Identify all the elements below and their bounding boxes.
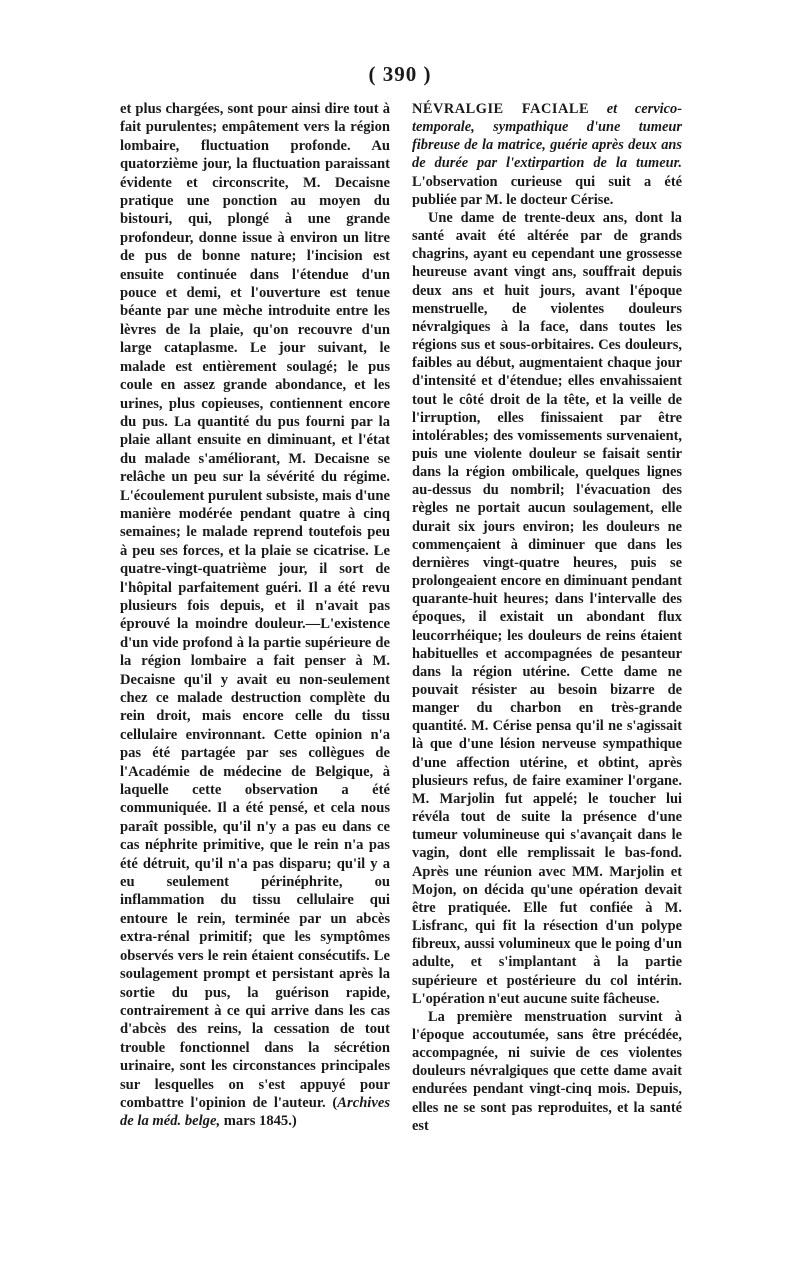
article-intro bbox=[412, 100, 682, 209]
paragraph bbox=[120, 100, 390, 1131]
page-number: ( 390 ) bbox=[368, 62, 432, 86]
left-column bbox=[120, 100, 390, 1131]
paragraph: La première menstruation survint à l'époque accoutumée, sans être précédée, accompagnée, ni suivie de ces violentes douleurs névralgiques que cette dame avait endurées pendant vingt-cinq mois. Depuis, elles ne se sont pas reproduites, et la santé est bbox=[412, 1008, 682, 1134]
source-citation: Archives de la méd. belge, bbox=[120, 1094, 390, 1130]
article-subtitle: et cervico-temporale, sympathique d'une tumeur fibreuse de la matrice, guérie après deux ans de durée par l'extirpartion de la tumeur. bbox=[412, 101, 682, 172]
paragraph-text: et plus chargées, sont pour ainsi dire tout à fait purulentes; empâtement vers la région lombaire, fluctuation profonde. Au quatorzième jour, la fluctuation paraissant évidente et circonscrite, M. Decaisne pratique une ponction au moyen du bistouri, qui, plongé à une grande profondeur, donne issue à environ un litre de pus de bonne nature; l'incision est ensuite continuée dans l'étendue d'un pouce et demi, et l'ouverture est tenue béante par une mèche introduite entre les lèvres de la plaie, qu'on recouvre d'un large cataplasme. Le jour suivant, le malade est entièrement soulagé; le pus coule en assez grande abondance, et les urines, plus copieuses, contiennent encore du pus. La quantité du pus fourni par la plaie allant ensuite en diminuant, et l'état du malade s'améliorant, M. Decaisne se relâche un peu sur la sévérité du régime. L'écoulement purulent subsiste, mais d'une manière modérée pendant quatre à cinq semaines; le malade reprend toutefois peu à peu ses forces, et la plaie se cicatrise. Le quatre-vingt-quatrième jour, il sort de l'hôpital parfaitement guéri. Il a été revu plusieurs fois depuis, et il n'avait pas éprouvé la moindre douleur.—L'existence d'un vide profond à la partie supérieure de la région lombaire a fait penser à M. Decaisne qu'il y avait eu non-seulement chez ce malade destruction complète du rein droit, mais encore celle du tissu cellulaire environnant. Cette opinion n'a pas été partagée par ses collègues de l'Académie de médecine de Belgique, à laquelle cette observation a été communiquée. Il a été pensé, et cela nous paraît possible, qu'il n'y a pas eu dans ce cas néphrite primitive, que le rein n'a pas été détruit, qu'il n'a pas disparu; qu'il y a eu seulement périnéphrite, ou inflammation du tissu cellulaire qui entoure le rein, terminée par un abcès extra-rénal primitif; que les symptômes observés vers le rein étaient consécutifs. Le soulagement prompt et persistant après la sortie du pus, la guérison rapide, contrairement à ce qui arrive dans les cas d'abcès des reins, la cessation de tout trouble fonctionnel dans la sécrétion urinaire, sont les circonstances principales sur lesquelles on s'est appuyé pour combattre l'opinion de l'auteur. ( bbox=[120, 101, 390, 1111]
right-column bbox=[412, 100, 682, 1135]
source-date: mars 1845.) bbox=[220, 1113, 297, 1130]
article-heading: NÉVRALGIE FACIALE bbox=[412, 101, 590, 117]
paragraph: Une dame de trente-deux ans, dont la santé avait été altérée par de grands chagrins, ayant eu cependant une grossesse heureuse avant vingt ans, souffrait depuis deux ans et huit jours, avant l'époque menstruelle, de violentes douleurs névralgiques à la face, dans toutes les régions sus et sous-orbitaires. Ces douleurs, faibles au début, augmentaient chaque jour d'intensité et d'étendue; elles envahissaient tout le côté droit de la tête, et la veille de l'irruption, elles finissaient par être intolérables; des vomissements survenaient, puis une violente douleur se faisait sentir dans la région ombilicale, quelques lignes au-dessus du nombril; l'évacuation des règles ne portait aucun soulagement, elle durait six jours environ; les douleurs ne commençaient à diminuer que dans les dernières vingt-quatre heures, puis se prolongeaient encore en diminuant pendant quarante-huit heures; dans l'intervalle des époques, il existait un abondant flux leucorrhéique; les douleurs de reins étaient habituelles et accompagnées de pesanteur dans la région utérine. Cette dame ne pouvait résister au besoin bizarre de manger du charbon en très-grande quantité. M. Cérise pensa qu'il ne s'agissait là que d'une lésion nerveuse sympathique d'une affection utérine, et obtint, après plusieurs refus, de faire examiner l'organe. M. Marjolin fut appelé; le toucher lui révéla tout de suite la présence d'une tumeur volumineuse qui s'avançait dans le vagin, dont elle remplissait le bas-fond. Après une réunion avec MM. Marjolin et Mojon, on décida qu'une opération devait être pratiquée. Elle fut confiée à M. Lisfranc, qui fit la résection d'un polype fibreux, aussi volumineux que le poing d'un adulte, et s'implantant à la partie supérieure et postérieure du col intérin. L'opération n'eut aucune suite fâcheuse. bbox=[412, 209, 682, 1007]
intro-text: L'observation curieuse qui suit a été publiée par M. le docteur Cérise. bbox=[412, 173, 682, 208]
